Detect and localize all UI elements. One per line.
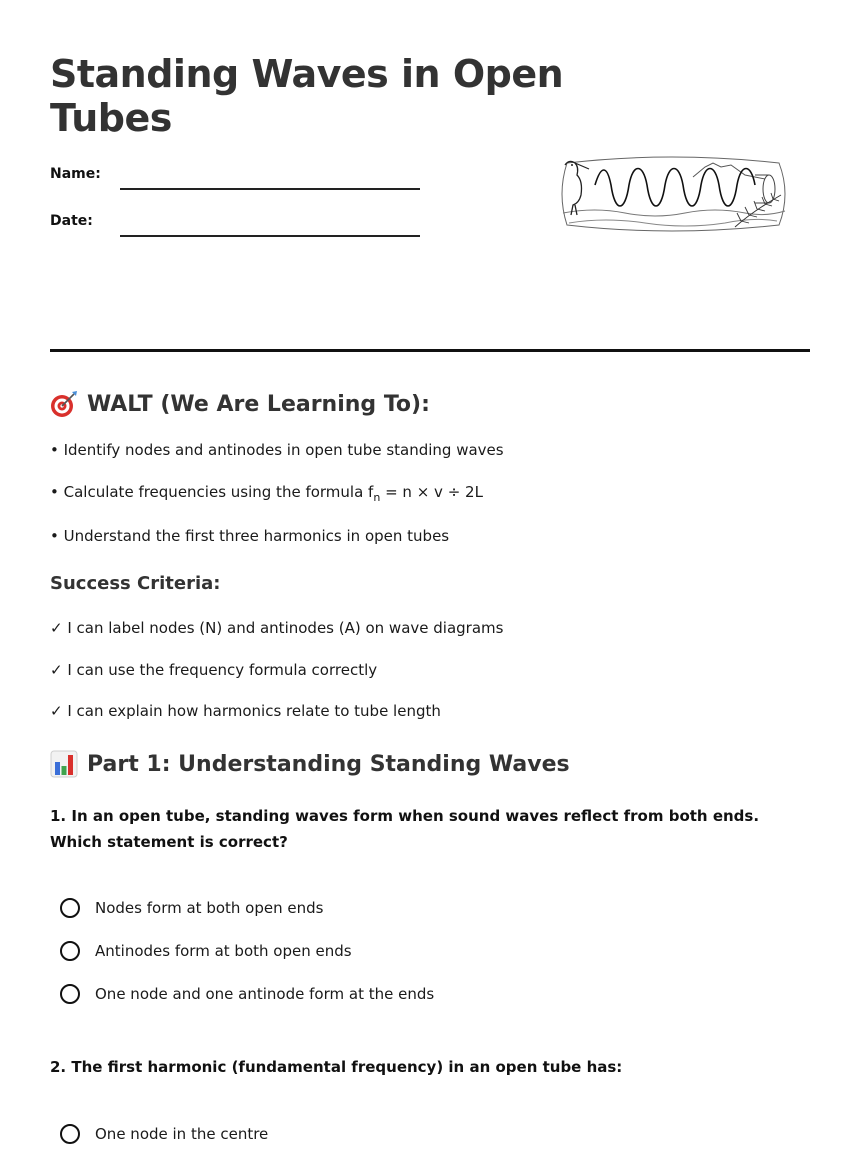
date-write-line[interactable] [120, 235, 420, 237]
name-field-row [50, 160, 470, 190]
q1-option-2[interactable] [60, 937, 352, 965]
walt-bullet-2 [50, 483, 483, 504]
option-label: One node in the centre [95, 1125, 269, 1143]
name-label: Name: [50, 166, 101, 182]
q2-option-1[interactable] [60, 1120, 268, 1148]
success-criterion-1: ✓ I can label nodes (N) and antinodes (A) on wave diagrams [50, 619, 504, 637]
formula-subscript: n [373, 491, 381, 504]
walt-bullet-2-text: • Calculate frequencies using the formula f [50, 483, 374, 501]
name-write-line[interactable] [120, 188, 420, 190]
q1-option-3[interactable] [60, 980, 434, 1008]
question-1: 1. In an open tube, standing waves form when sound waves reflect from both ends. Which statement is correct? [50, 807, 760, 851]
option-label: Nodes form at both open ends [95, 899, 324, 917]
walt-bullet-1: • Identify nodes and antinodes in open tube standing waves [50, 441, 504, 459]
walt-heading-text: WALT (We Are Learning To): [87, 391, 430, 417]
success-criteria-heading: Success Criteria: [50, 573, 221, 594]
walt-heading [50, 390, 430, 418]
target-dart-icon [50, 390, 78, 418]
question-2: 2. The first harmonic (fundamental frequency) in an open tube has: [50, 1058, 623, 1076]
part1-heading [50, 750, 570, 778]
date-label: Date: [50, 213, 93, 229]
radio-button[interactable] [60, 898, 80, 918]
radio-button[interactable] [60, 941, 80, 961]
part1-heading-text: Part 1: Understanding Standing Waves [87, 751, 570, 777]
success-criterion-3: ✓ I can explain how harmonics relate to tube length [50, 702, 441, 720]
formula-rest: = n × v ÷ 2L [380, 483, 483, 501]
option-label: Antinodes form at both open ends [95, 942, 352, 960]
radio-button[interactable] [60, 984, 80, 1004]
page-title: Standing Waves in Open Tubes [50, 52, 564, 140]
radio-button[interactable] [60, 1124, 80, 1144]
option-label: One node and one antinode form at the ends [95, 985, 435, 1003]
bar-chart-icon [50, 750, 78, 778]
q1-option-1[interactable] [60, 894, 323, 922]
header-divider [50, 349, 810, 352]
walt-bullet-3: • Understand the first three harmonics in open tubes [50, 527, 450, 545]
date-field-row [50, 207, 470, 237]
success-criterion-2: ✓ I can use the frequency formula correctly [50, 661, 378, 679]
kiwi-wave-logo [555, 155, 787, 233]
